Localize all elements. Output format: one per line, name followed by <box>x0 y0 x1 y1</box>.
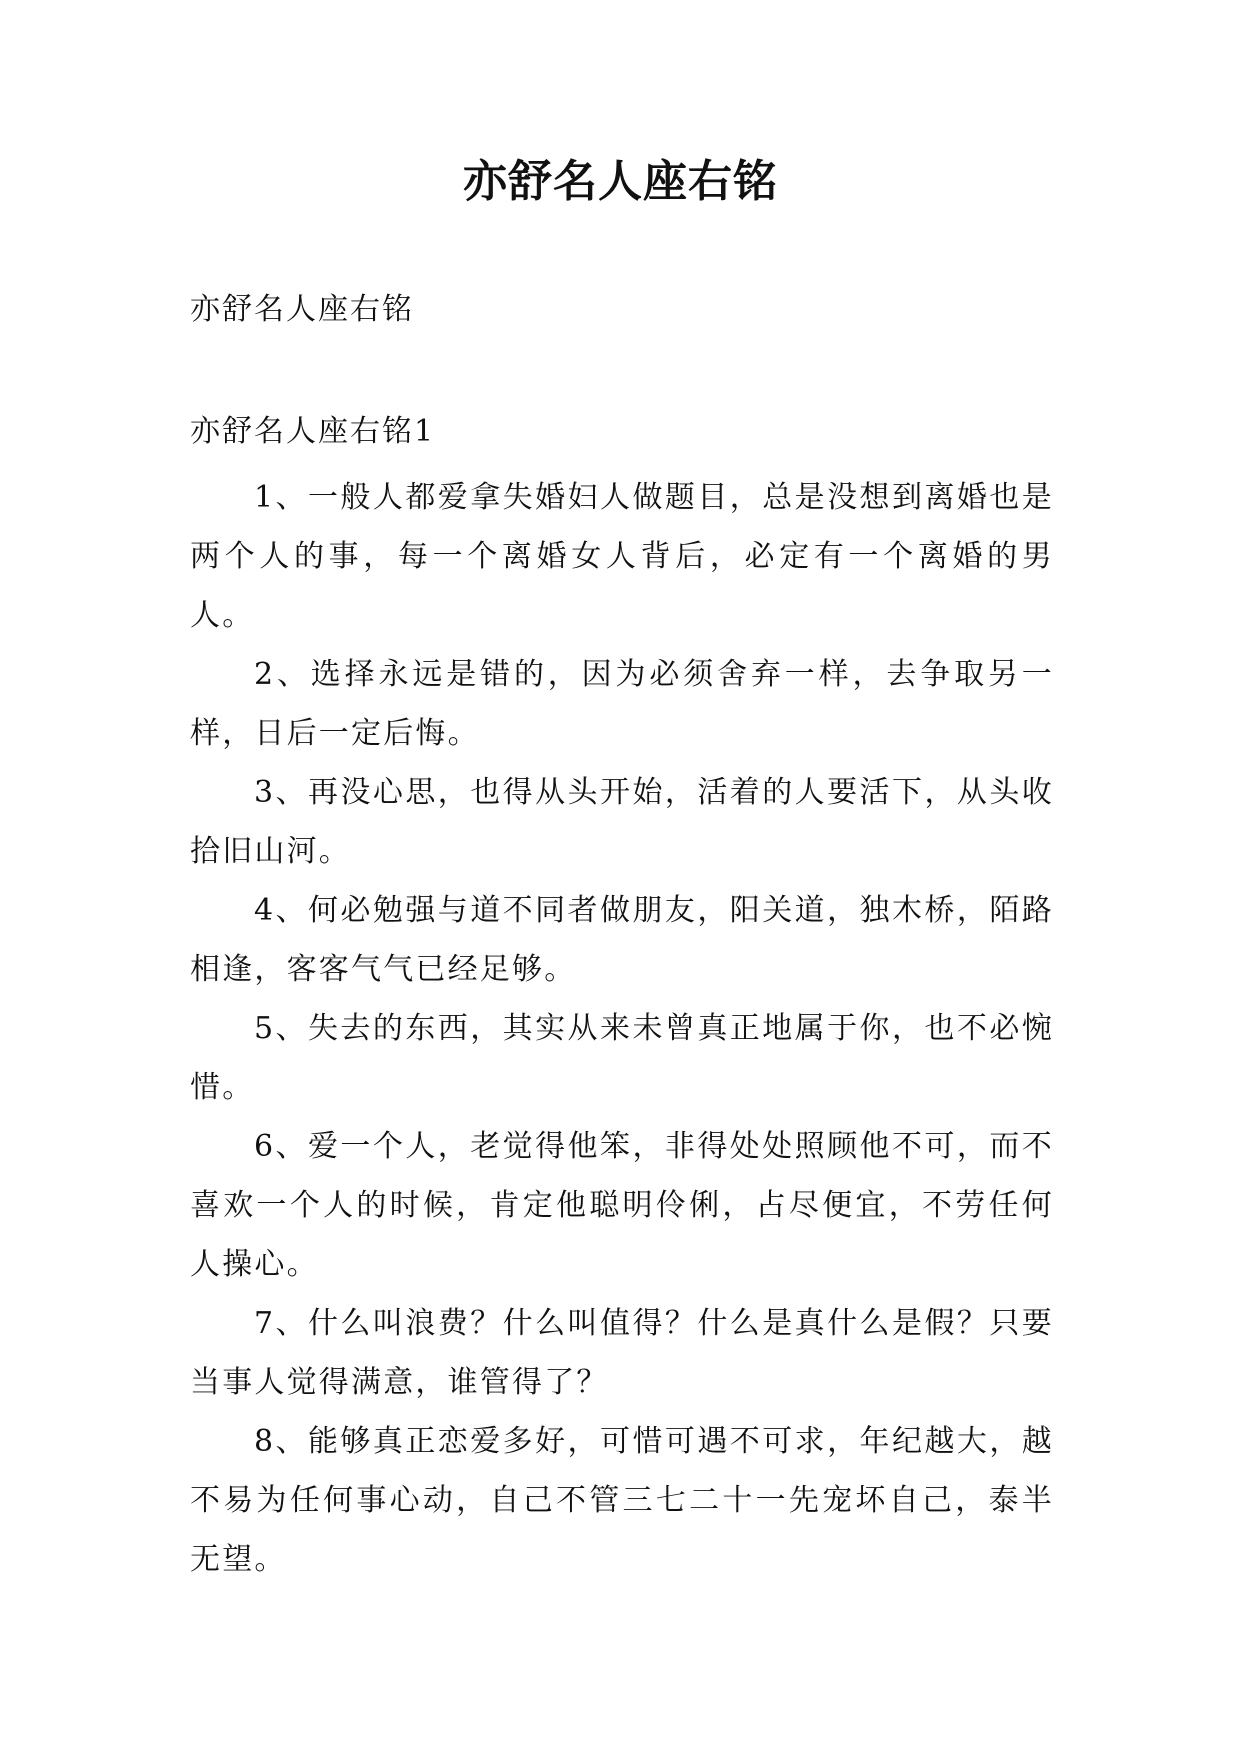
quote-item: 3、再没心思，也得从头开始，活着的人要活下，从头收拾旧山河。 <box>190 775 1054 869</box>
document-subtitle: 亦舒名人座右铭 <box>190 292 414 327</box>
quote-list <box>190 468 1054 1589</box>
quote-item: 5、失去的东西，其实从来未曾真正地属于你，也不必惋惜。 <box>190 1011 1054 1105</box>
quote-item: 7、什么叫浪费？什么叫值得？什么是真什么是假？只要当事人觉得满意，谁管得了？ <box>190 1306 1054 1400</box>
quote-item: 4、何必勉强与道不同者做朋友，阳关道，独木桥，陌路相逢，客客气气已经足够。 <box>190 893 1054 987</box>
quote-item: 1、一般人都爱拿失婚妇人做题目，总是没想到离婚也是两个人的事，每一个离婚女人背后，必定有一个离婚的男人。 <box>190 480 1054 633</box>
quote-item: 6、爱一个人，老觉得他笨，非得处处照顾他不可，而不喜欢一个人的时候，肯定他聪明伶俐，占尽便宜，不劳任何人操心。 <box>190 1129 1054 1282</box>
quote-item: 2、选择永远是错的，因为必须舍弃一样，去争取另一样，日后一定后悔。 <box>190 657 1054 751</box>
document-title: 亦舒名人座右铭 <box>463 156 778 207</box>
quote-item: 8、能够真正恋爱多好，可惜可遇不可求，年纪越大，越不易为任何事心动，自己不管三七二十一先宠坏自己，泰半无望。 <box>190 1424 1054 1577</box>
section-heading: 亦舒名人座右铭1 <box>190 414 436 449</box>
